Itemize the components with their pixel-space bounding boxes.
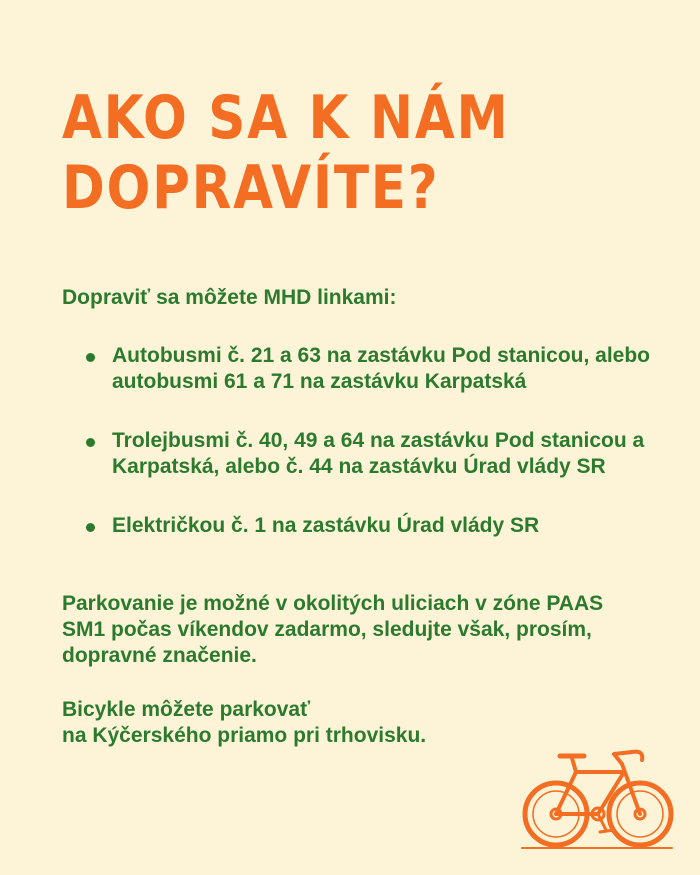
list-item [62,513,652,539]
bullet-icon [86,523,95,532]
page-title [62,83,595,223]
parking-info: Parkovanie je možné v okolitých uliciach v zóne PAAS SM1 počas víkendov zadarmo, sledujte však, prosím, dopravné značenie. [62,592,604,667]
bike-parking-line-2: na Kýčerského priamo pri trhovisku. [62,724,427,747]
title-line-1: AKO SA K NÁM [62,83,510,153]
list-item [62,428,652,480]
list-item-text: Električkou č. 1 na zastávku Úrad vlády SR [112,514,540,537]
title-line-2: DOPRAVÍTE? [62,153,440,223]
bike-parking-line-1: Bicykle môžete parkovať [62,698,311,721]
bullet-icon [86,438,95,447]
list-item [62,343,652,395]
transit-lines-list [62,343,652,539]
list-item-text: Autobusmi č. 21 a 63 na zastávku Pod stanicou, alebo autobusmi 61 a 71 na zastávku Karpatská [112,344,650,393]
bicycle-icon [518,742,676,854]
info-content [62,285,652,749]
transport-intro: Dopraviť sa môžete MHD linkami: [62,286,397,309]
list-item-text: Trolejbusmi č. 40, 49 a 64 na zastávku Pod stanicou a Karpatská, alebo č. 44 na zastávku Úrad vlády SR [112,429,645,478]
bullet-icon [86,353,95,362]
